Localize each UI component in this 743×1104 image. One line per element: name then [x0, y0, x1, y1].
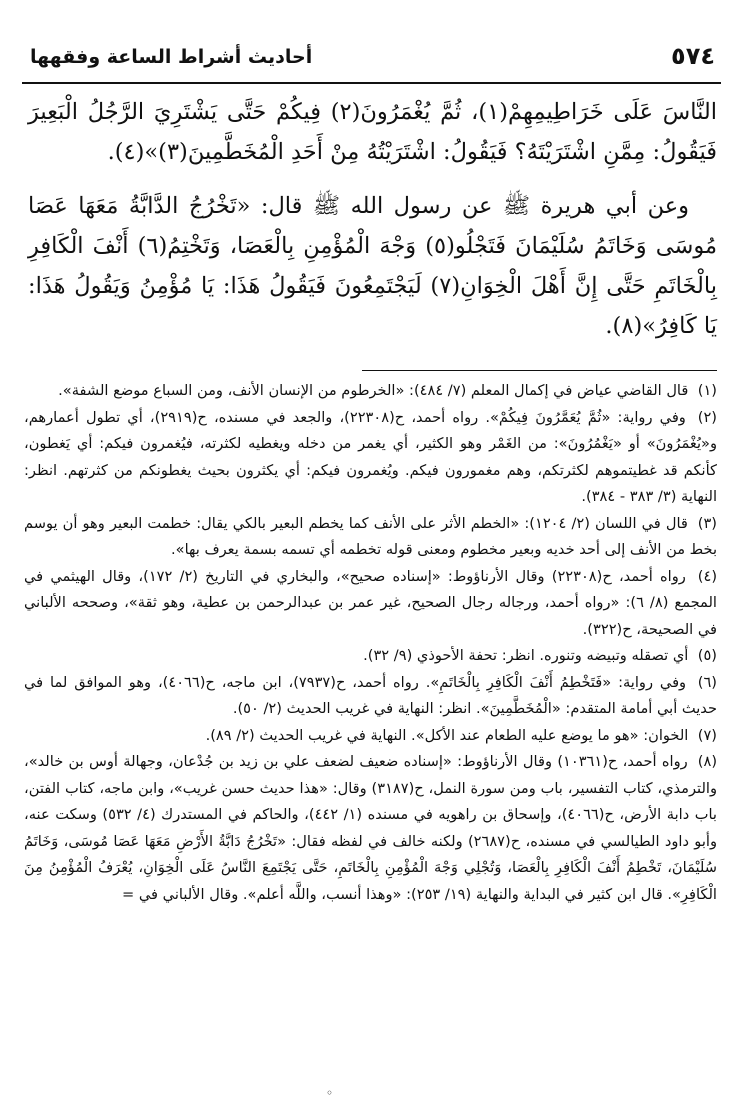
footnote-text: قال في اللسان (٢/ ١٢٠٤): «الخطم الأثر على الأنف كما يخطم البعير بالكي يقال: خطمت البعير وهو أن يوسم بخط من الأنف إلى أحد خديه وبعير مخطوم ومعنى قوله تخطمه أي تسمه بسمة يعرف بها».	[24, 514, 717, 558]
footnote-number: (١)	[697, 382, 717, 399]
footnote	[24, 643, 717, 670]
page-header	[22, 40, 721, 78]
footnote-text: الخوان: «هو ما يوضع عليه الطعام عند الأكل». النهاية في غريب الحديث (٢/ ٨٩).	[205, 726, 689, 744]
footnote-number: (٨)	[697, 753, 718, 770]
footnote	[24, 511, 717, 564]
footnote-number: (٧)	[697, 726, 717, 744]
footnote-text: وفي رواية: «فَتَخْطِمُ أَنْفَ الْكَافِرِ بِالْخَاتَمِ». رواه أحمد، ح(٧٩٣٧)، ابن ماجه، ح(٤٠٦٦)، وهو الموافق لما في حديث أبي أمامة المتقدم: «الْمُخَطَّمِينَ». انظر: النهاية في غريب الحديث (٢/ ٥٠).	[24, 673, 717, 717]
footnote	[24, 749, 717, 908]
footnote-number: (٣)	[697, 514, 717, 532]
header-rule	[22, 82, 721, 84]
footnote	[24, 670, 717, 723]
main-text	[28, 92, 717, 346]
footnote-text: رواه أحمد، ح(١٠٣٦١) وقال الأرناؤوط: «إسناده ضعيف لضعف علي بن زيد بن جُدْعان، وجهالة أوس بن خالد»، والترمذي، كتاب التفسير، باب ومن سورة النمل، ح(٣١٨٧) وقال: «هذا حديث حسن غريب»، وابن ماجه، كتاب الفتن، باب دابة الأرض، ح(٤٠٦٦)، وإسحاق بن راهويه في مسنده (١/ ٤٤٢)، والحاكم في المستدرك (٤/ ٥٣٢) وسكت عنه، وأبو داود الطيالسي في مسنده، ح(٢٦٨٧) ولكنه خالف في لفظه فقال: «تَخْرُجُ دَابَّةُ الأَرْضِ مَعَهَا عَصَا مُوسَى، وَخَاتَمُ سُلَيْمَانَ، تَخْطِمُ أَنْفَ الْكَافِرِ بِالْعَصَا، وَتُجْلِي وَجْهَ الْمُؤْمِنِ بِالْخَاتَمِ، حَتَّى يَجْتَمِعَ النَّاسُ عَلَى الْخِوَانِ، يُعْرَفُ الْمُؤْمِنُ مِنَ الْكَافِرِ». قال ابن كثير في البداية والنهاية (١٩/ ٢٥٣): «وهذا أنسب، واللَّه أعلم». وقال الألباني في =	[24, 753, 718, 903]
footnote-text: قال القاضي عياض في إكمال المعلم (٧/ ٤٨٤): «الخرطوم من الإنسان الأنف، ومن السباع موضع الشفة».	[58, 382, 689, 399]
running-title: أحاديث أشراط الساعة وفقهها	[30, 46, 313, 68]
hadith-paragraph: النَّاسَ عَلَى خَرَاطِيمِهِمْ(١)، ثُمَّ يُغْمَرُونَ(٢) فِيكُمْ حَتَّى يَشْتَرِيَ الرَّجُلُ الْبَعِيرَ فَيَقُولُ: مِمَّنِ اشْتَرَيْتَهُ؟ فَيَقُولُ: اشْتَرَيْتُهُ مِنْ أَحَدِ الْمُخَطَّمِينَ(٣)»(٤).	[28, 99, 717, 165]
print-mark-icon: ◦	[326, 1086, 334, 1100]
footnote	[24, 378, 717, 405]
footnote	[24, 405, 717, 511]
page-number: ٥٧٤	[671, 42, 715, 70]
footnote	[24, 723, 717, 750]
footnote-number: (٤)	[697, 567, 718, 585]
footnote-number: (٥)	[697, 647, 717, 664]
footnote-text: أي تصقله وتبيضه وتنوره. انظر: تحفة الأحوذي (٩/ ٣٢).	[363, 647, 689, 664]
footnote-number: (٦)	[697, 673, 717, 691]
footnote-number: (٢)	[697, 408, 717, 426]
footnotes	[24, 378, 717, 908]
footnote	[24, 564, 717, 644]
footnote-text: رواه أحمد، ح(٢٢٣٠٨) وقال الأرناؤوط: «إسناده صحيح»، والبخاري في التاريخ (٢/ ١٧٢)، وقال الهيثمي في المجمع (٨/ ٦): «رواه أحمد، ورجاله رجال الصحيح، غير عمر بن عبدالرحمن بن عطية، وهو ثقة»، وصححه الألباني في الصحيحة، ح(٣٢٢).	[24, 567, 717, 638]
footnote-text: وفي رواية: «ثُمَّ يُعَمَّرُونَ فِيكُمْ». رواه أحمد، ح(٢٢٣٠٨)، والجعد في مسنده، ح(٢٩١٩)، أي تطول أعمارهم، و«يُغْمَرُونَ» أو «يَغْمُرُونَ»: من الغَمْر وهو الكثير، أي يغمر من دخله ويغطيه لكثرته، فيُغمرون فيكم: أي يَغطون، كأنكم قد غطيتموهم لكثرتكم، وهم مغمورون فيكم. ويُغمرون فيكم: أي يكثرون بحيث يغطونكم من كثرتهم. انظر: النهاية (٣/ ٣٨٣ - ٣٨٤).	[24, 408, 717, 505]
footnote-separator	[362, 370, 717, 371]
hadith-paragraph: وعن أبي هريرة ﷺ عن رسول الله ﷺ قال: «تَخْرُجُ الدَّابَّةُ مَعَهَا عَصَا مُوسَى وَخَاتَمُ سُلَيْمَانَ فَتَجْلُو(٥) وَجْهَ الْمُؤْمِنِ بِالْعَصَا، وَتَخْتِمُ(٦) أَنْفَ الْكَافِرِ بِالْخَاتَمِ حَتَّى إِنَّ أَهْلَ الْخِوَانِ(٧) لَيَجْتَمِعُونَ فَيَقُولُ هَذَا: يَا مُؤْمِنُ وَيَقُولُ هَذَا: يَا كَافِرُ»(٨).	[28, 193, 718, 339]
